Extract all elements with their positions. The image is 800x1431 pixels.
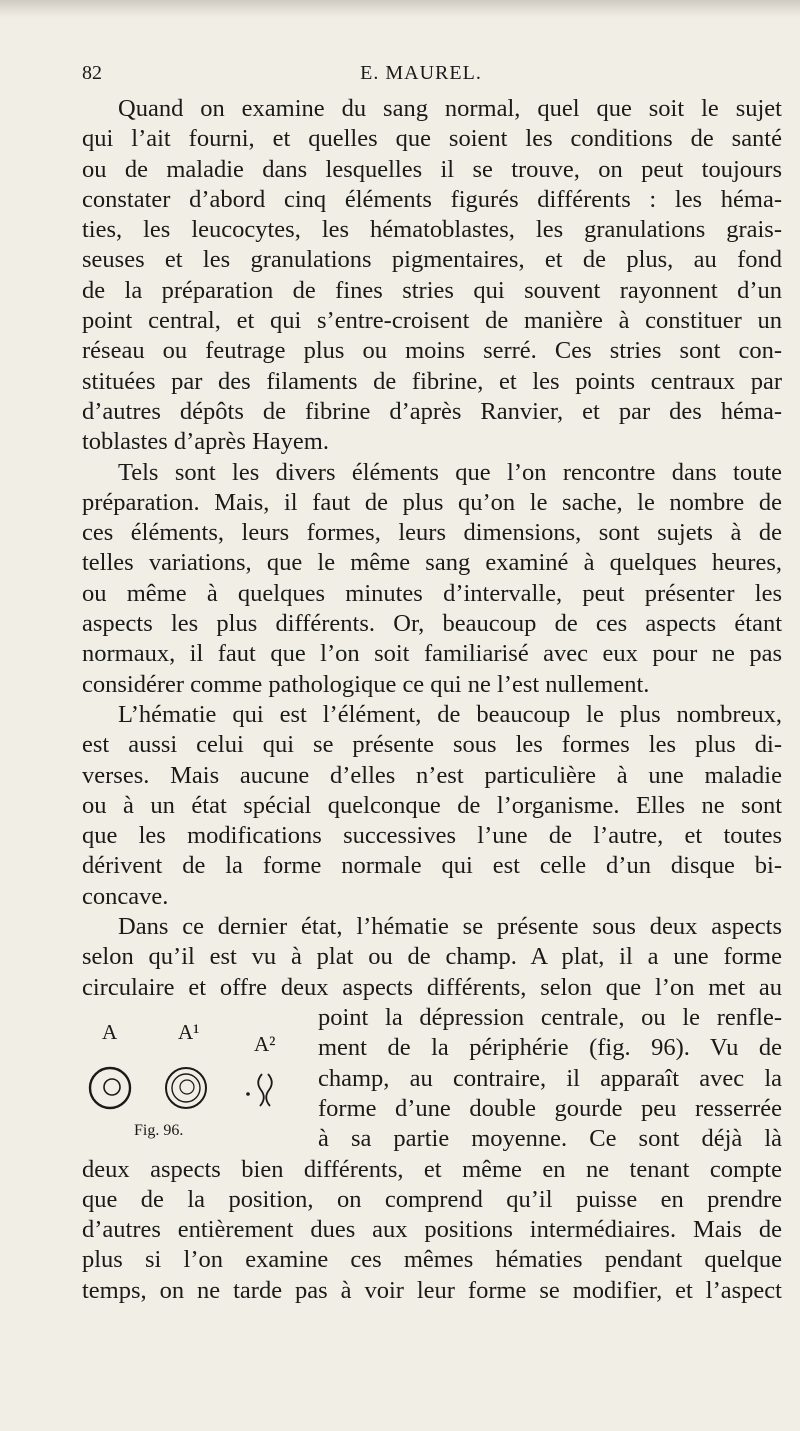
running-title: E. MAUREL. <box>360 62 482 84</box>
text-line: Tels sont les divers éléments que l’on rencontre dans toute <box>118 458 782 486</box>
text-line: ment de la périphérie (fig. 96). Vu de <box>318 1034 782 1062</box>
text-line: Dans ce dernier état, l’hématie se présente sous deux aspects <box>118 913 782 941</box>
text-line: considérer comme pathologique ce qui ne l’est nullement. <box>82 670 650 698</box>
text-line: dérivent de la forme normale qui est celle d’un disque bi- <box>82 852 782 880</box>
text-line: à sa partie moyenne. Ce sont déjà là <box>318 1125 782 1153</box>
text-line: ties, les leucocytes, les hématoblastes, les granulations grais- <box>82 216 782 244</box>
text-line: seuses et les granulations pigmentaires, et de plus, au fond <box>82 246 782 274</box>
text-line: champ, au contraire, il apparaît avec la <box>318 1064 782 1092</box>
text-line: selon qu’il est vu à plat ou de champ. A plat, il a une forme <box>82 943 782 971</box>
text-line: préparation. Mais, il faut de plus qu’on le sache, le nombre de <box>82 488 782 516</box>
text-line: circulaire et offre deux aspects différents, selon que l’on met au <box>82 973 782 1001</box>
text-line: telles variations, que le même sang examiné à quelques heures, <box>82 549 782 577</box>
text-line: L’hématie qui est l’élément, de beaucoup le plus nombreux, <box>118 700 782 728</box>
text-line: forme d’une double gourde peu resserrée <box>318 1094 782 1122</box>
text-line: temps, on ne tarde pas à voir leur forme se modifier, et l’aspect <box>82 1276 782 1304</box>
text-line: que les modifications successives l’une de l’autre, et toutes <box>82 822 782 850</box>
text-line: que de la position, on comprend qu’il puisse en prendre <box>82 1185 782 1213</box>
text-line: concave. <box>82 882 169 910</box>
text-line: normaux, il faut que l’on soit familiarisé avec eux pour ne pas <box>82 640 782 668</box>
body-text-top <box>82 94 782 1003</box>
page-number: 82 <box>82 62 102 84</box>
text-line: ces éléments, leurs formes, leurs dimensions, sont sujets à de <box>82 519 782 547</box>
text-line: deux aspects bien différents, et même en ne tenant compte <box>82 1155 782 1183</box>
scan-edge-shadow <box>0 0 800 18</box>
figure-caption: Fig. 96. <box>134 1122 184 1139</box>
text-line: stituées par des filaments de fibrine, et les points centraux par <box>82 367 782 395</box>
text-line: point la dépression centrale, ou le renfle- <box>318 1004 782 1031</box>
text-line: réseau ou feutrage plus ou moins serré. Ces stries sont con- <box>82 337 782 365</box>
text-line: Quand on examine du sang normal, quel que soit le sujet <box>118 95 782 122</box>
text-line: ou à un état spécial quelconque de l’organisme. Elles ne sont <box>82 791 782 819</box>
text-line: constater d’abord cinq éléments figurés différents : les héma- <box>82 185 782 213</box>
text-line: verses. Mais aucune d’elles n’est particulière à une maladie <box>82 761 782 789</box>
text-line: ou de maladie dans lesquelles il se trouve, on peut toujours <box>82 155 782 183</box>
text-line: aspects les plus différents. Or, beaucoup de ces aspects étant <box>82 610 782 638</box>
text-line: est aussi celui qui se présente sous les formes les plus di- <box>82 731 782 759</box>
body-text-wrapped <box>82 1003 782 1154</box>
text-line: d’autres dépôts de fibrine d’après Ranvier, et par des héma- <box>82 397 782 425</box>
figure-label-a: A <box>102 1020 118 1044</box>
text-line: plus si l’on examine ces mêmes hématies pendant quelque <box>82 1246 782 1274</box>
figure-label-a1: A¹ <box>178 1020 200 1044</box>
text-line: qui l’ait fourni, et quelles que soient les conditions de santé <box>82 125 782 153</box>
page-header <box>82 62 760 92</box>
text-line: de la préparation de fines stries qui souvent rayonnent d’un <box>82 276 782 304</box>
figure-label-a2: A² <box>254 1032 276 1056</box>
body-text-bottom <box>82 1155 782 1306</box>
text-line: toblastes d’après Hayem. <box>82 428 329 456</box>
text-line: d’autres entièrement dues aux positions intermédiaires. Mais de <box>82 1216 782 1244</box>
text-line: ou même à quelques minutes d’intervalle, peut présenter les <box>82 579 782 607</box>
text-line: point central, et qui s’entre-croisent de manière à constituer un <box>82 307 782 335</box>
